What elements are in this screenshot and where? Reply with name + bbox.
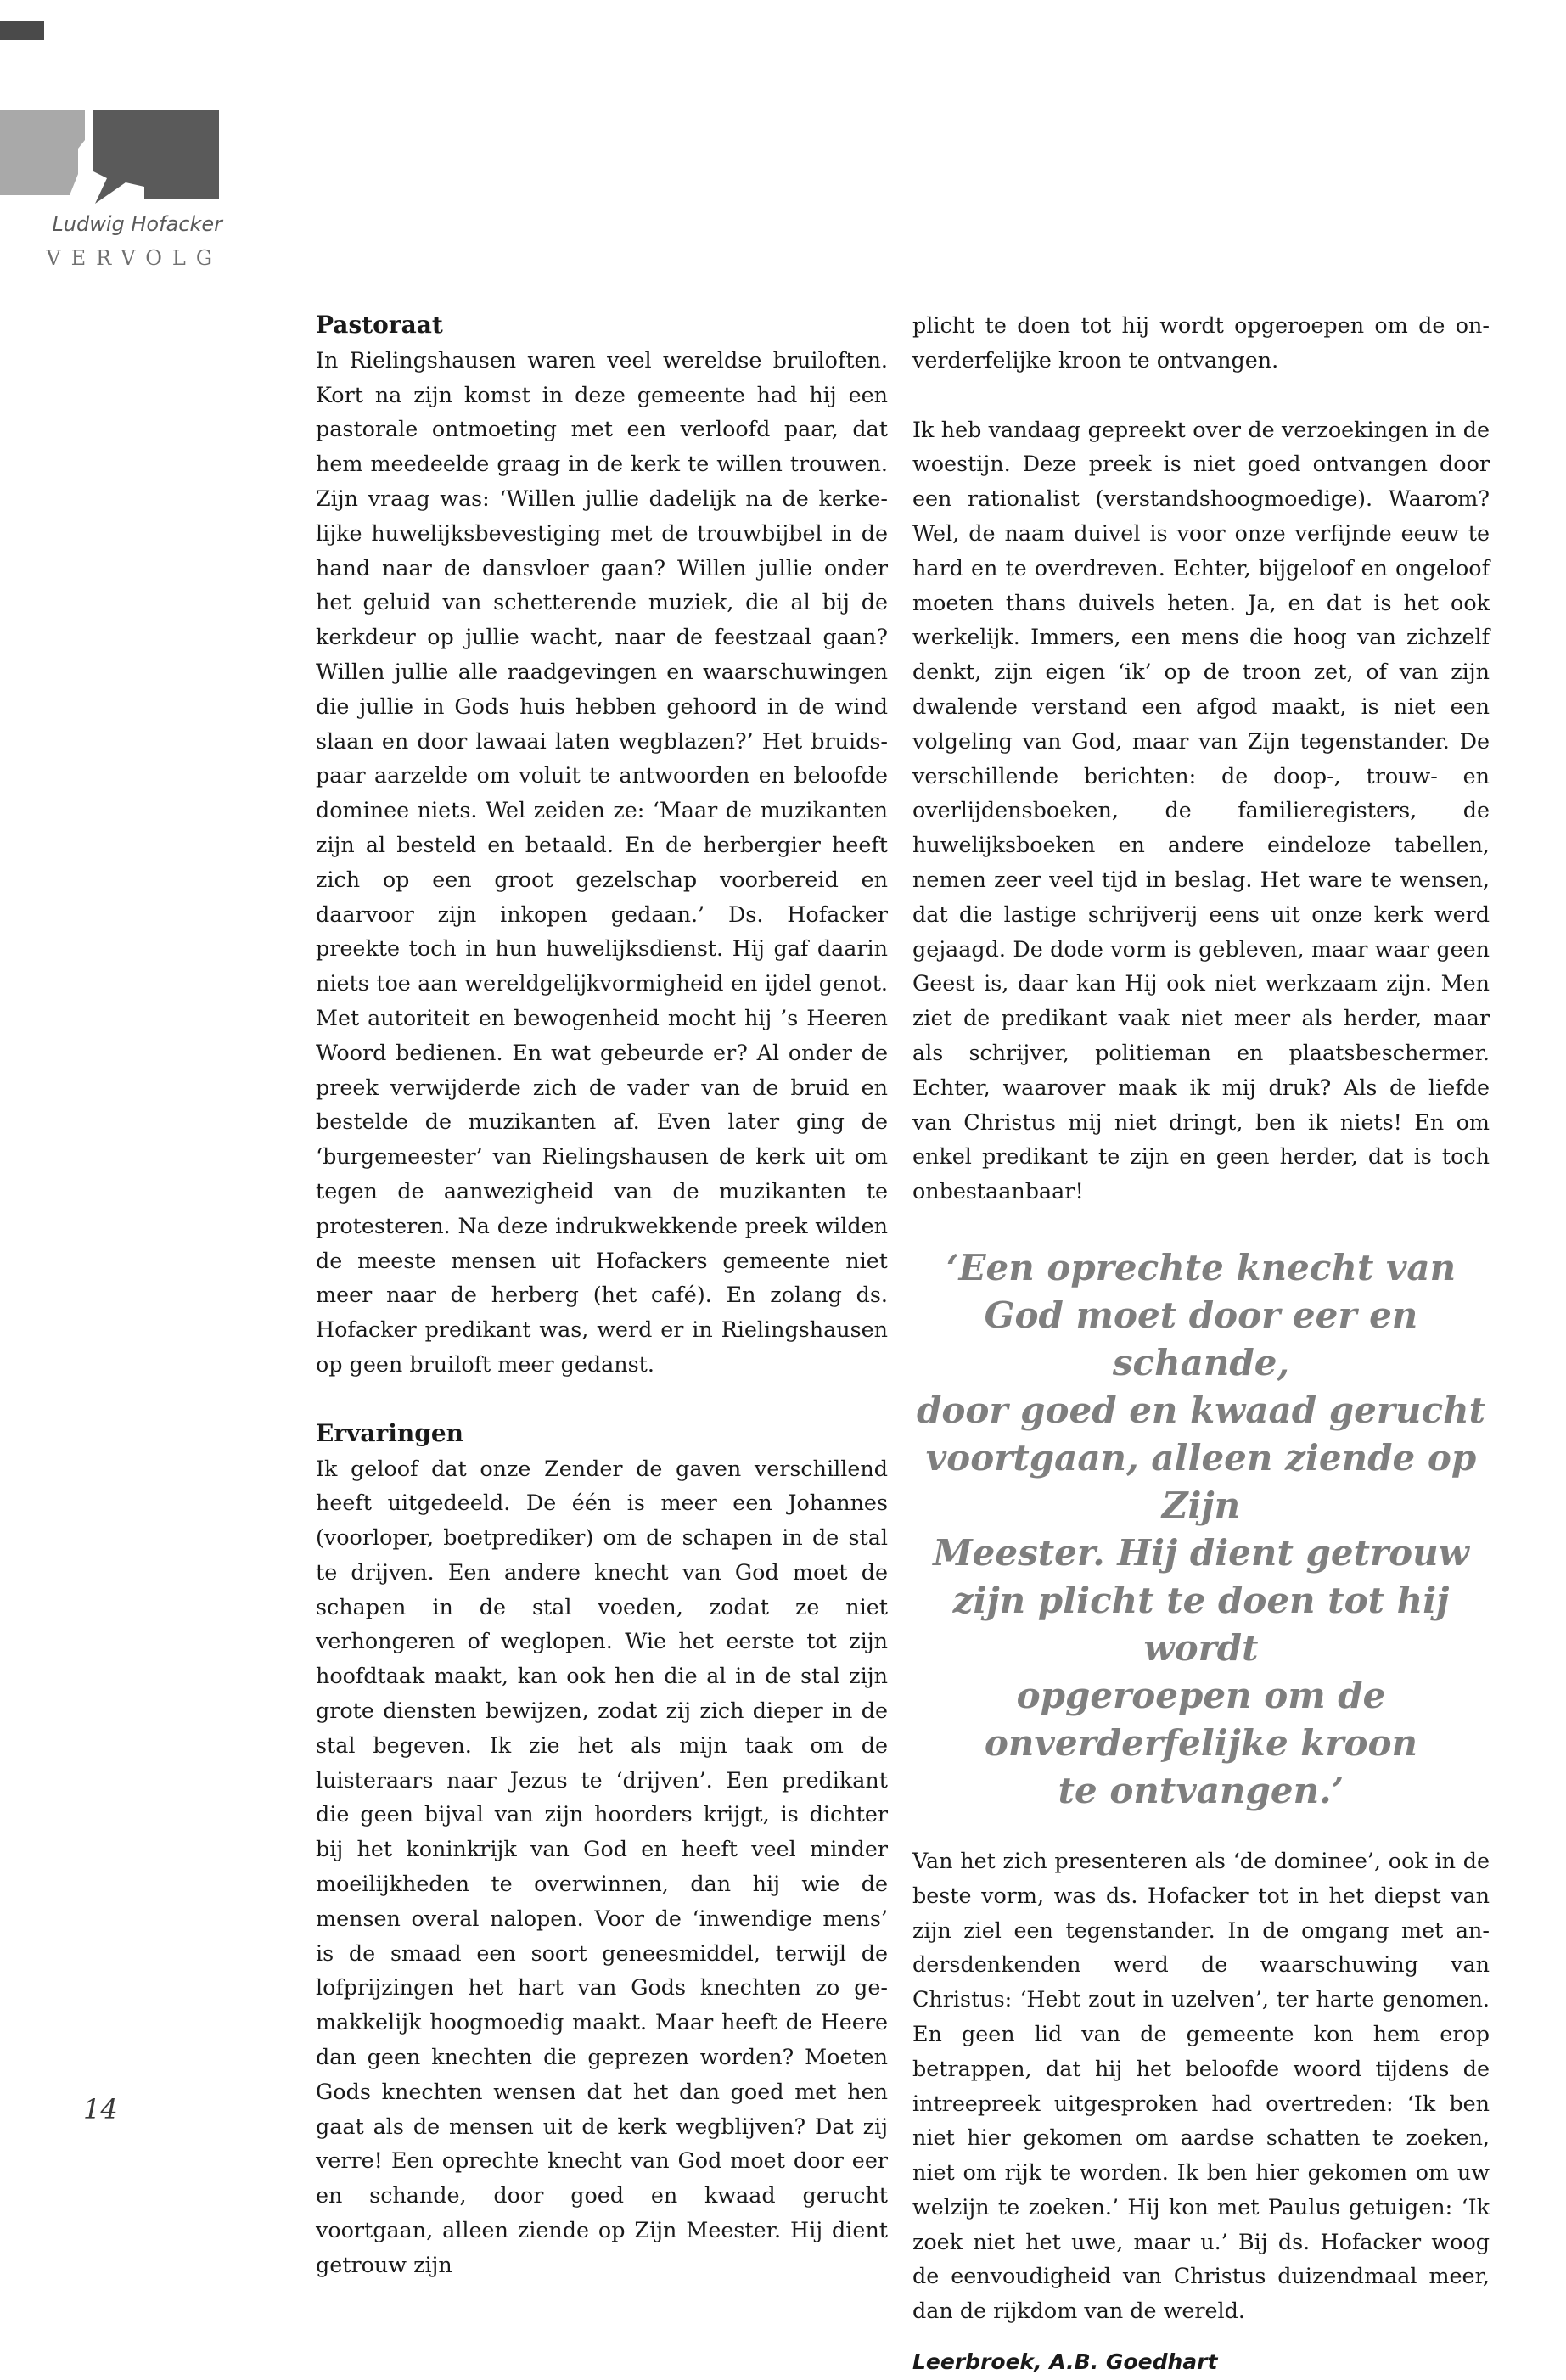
paragraph-pastoraat: In Rielingshausen waren veel wereldse bruiloften. Kort na zijn komst in deze gemeente had hij een pastorale ontmoeting met een verloofd paar, dat hem meedeelde graag in de kerk te willen trouwen. Zijn vraag was: ‘Willen jullie dadelijk na de kerkelijke huwelijksbevestiging met de trouwbijbel in de hand naar de dansvloer gaan? Willen jullie onder het geluid van schetterende muziek, die al bij de kerkdeur op jullie wacht, naar de feestzaal gaan? Willen jullie alle raadgevingen en waarschuwingen die jullie in Gods huis hebben gehoord in de wind slaan en door lawaai laten wegblazen?’ Het bruidspaar aarzelde om voluit te antwoorden en beloofde dominee niets. Wel zeiden ze: ‘Maar de muzikanten zijn al besteld en betaald. En de herbergier heeft zich op een groot gezelschap voorbereid en daarvoor zijn inkopen gedaan.’ Ds. Hofacker preekte toch in hun huwelijksdienst. Hij gaf daarin niets toe aan wereldgelijkvormigheid en ijdel genot. Met autoriteit en bewogenheid mocht hij ’s Heeren Woord bedienen. En wat gebeurde er? Al onder de preek verwijderde zich de vader van de bruid en bestelde de muzikanten af. Even later ging de ‘burgemeester’ van Rielingshausen de kerk uit om tegen de aanwezigheid van de muzikanten te protesteren. Na deze indrukwekkende preek wilden de meeste mensen uit Hofackers gemeente niet meer naar de herberg (het café). En zolang ds. Hofacker predikant was, werd er in Rielingshausen op geen bruiloft meer gedanst. bbox=[316, 346, 888, 1377]
paragraph-dominee: Van het zich presenteren als ‘de dominee’, ook in de beste vorm, was ds. Hofacker tot in het diepst van zijn ziel een tegenstander. In de omgang met andersdenkenden werd de waarschuwing van Christus: ‘Hebt zout in uzelven’, ter harte genomen. En geen lid van de gemeente kon hem erop betrappen, dat hij het beloofde woord tijdens de intreepreek uitgesproken had overtreden: ‘Ik ben niet hier gekomen om aardse schatten te zoeken, niet om rijk te worden. Ik ben hier gekomen om uw welzijn te zoeken.’ Hij kon met Paulus getuigen: ‘Ik zoek niet het uwe, maar u.’ Bij ds. Hofacker woog de eenvoudigheid van Christus duizendmaal meer, dan de rijkdom van de wereld. bbox=[912, 1847, 1490, 2324]
logo-light-block bbox=[0, 110, 85, 195]
right-column bbox=[912, 308, 1490, 2380]
author-name: Ludwig Hofacker bbox=[52, 212, 222, 236]
paragraph-continuation: plicht te doen tot hij wordt opgeroepen om de onverderfelijke kroon te ontvangen. bbox=[912, 312, 1490, 373]
pull-quote-line: opgeroepen om de bbox=[1016, 1674, 1386, 1716]
pull-quote-line: Meester. Hij dient getrouw bbox=[933, 1531, 1469, 1574]
signature: Leerbroek, A.B. Goedhart bbox=[912, 2349, 1218, 2375]
pull-quote-line: te ontvangen.’ bbox=[1058, 1769, 1344, 1811]
pull-quote-line: onverderfelijke kroon bbox=[984, 1721, 1418, 1764]
heading-pastoraat: Pastoraat bbox=[316, 311, 443, 339]
pull-quote-line: zijn plicht te doen tot hij wordt bbox=[952, 1579, 1450, 1669]
pull-quote bbox=[912, 1244, 1490, 1815]
corner-bar bbox=[0, 21, 44, 40]
pull-quote-line: door goed en kwaad gerucht bbox=[916, 1389, 1486, 1431]
logo-dark-block bbox=[93, 110, 219, 204]
section-label: VERVOLG bbox=[46, 246, 222, 270]
page-number: 14 bbox=[83, 2093, 118, 2125]
paragraph-ervaringen: Ik geloof dat onze Zender de gaven verschillend heeft uitgedeeld. De één is meer een Johannes (voorloper, boetprediker) om de schapen in de stal te drijven. Een andere knecht van God moet de schapen in de stal voeden, zodat ze niet verhongeren of weglopen. Wie het eerste tot zijn hoofdtaak maakt, kan ook hen die al in de stal zijn grote diensten bewijzen, zodat zij zich dieper in de stal begeven. Ik zie het als mijn taak om de luisteraars naar Jezus te ‘drijven’. Een predikant die geen bijval van zijn hoorders krijgt, is dichter bij het koninkrijk van God en heeft veel minder moeilijkheden te overwinnen, dan hij wie de mensen overal nalopen. Voor de ‘inwendige mens’ is de smaad een soort geneesmiddel, terwijl de lofprijzingen het hart van Gods knechten zo gemakkelijk hoogmoedig maakt. Maar heeft de Heere dan geen knechten die geprezen worden? Moeten Gods knechten wensen dat het dan goed met hen gaat als de mensen uit de kerk wegblijven? Dat zij verre! Een oprechte knecht van God moet door eer en schande, door goed en kwaad gerucht voortgaan, alleen ziende op Zijn Meester. Hij dient getrouw zijn bbox=[316, 1455, 888, 2277]
pull-quote-line: voortgaan, alleen ziende op Zijn bbox=[925, 1436, 1477, 1526]
heading-ervaringen: Ervaringen bbox=[316, 1418, 464, 1447]
left-column bbox=[316, 308, 888, 2282]
paragraph-verzoekingen: Ik heb vandaag gepreekt over de verzoekingen in de woestijn. Deze preek is niet goed ontvangen door een rationalist (verstandshoogmoedige). Waarom? Wel, de naam duivel is voor onze verfijnde eeuw te hard en te overdreven. Echter, bijgeloof en ongeloof moeten thans duivels heten. Ja, en dat is het ook werkelijk. Immers, een mens die hoog van zichzelf denkt, zijn eigen ‘ik’ op de troon zet, of van zijn dwalende verstand een afgod maakt, is niet een volgeling van God, maar van Zijn tegenstander. De verschillende berichten: de doop-, trouw- en overlijdensboeken, de familieregisters, de huwelijksboeken en andere eindeloze tabellen, nemen zeer veel tijd in beslag. Het ware te wensen, dat die lastige schrijverij eens uit onze kerk werd gejaagd. De dode vorm is gebleven, maar waar geen Geest is, daar kan Hij ook niet werkzaam zijn. Men ziet de predikant vaak niet meer als herder, maar als schrijver, politieman en plaatsbeschermer. Echter, waarover maak ik mij druk? Als de liefde van Christus mij niet dringt, ben ik niets! En om enkel predikant te zijn en geen herder, dat is toch onbestaanbaar! bbox=[912, 416, 1490, 1204]
pull-quote-line: ‘Een oprechte knecht van bbox=[946, 1246, 1457, 1288]
magazine-logo bbox=[0, 110, 221, 204]
pull-quote-line: God moet door eer en schande, bbox=[984, 1294, 1418, 1384]
